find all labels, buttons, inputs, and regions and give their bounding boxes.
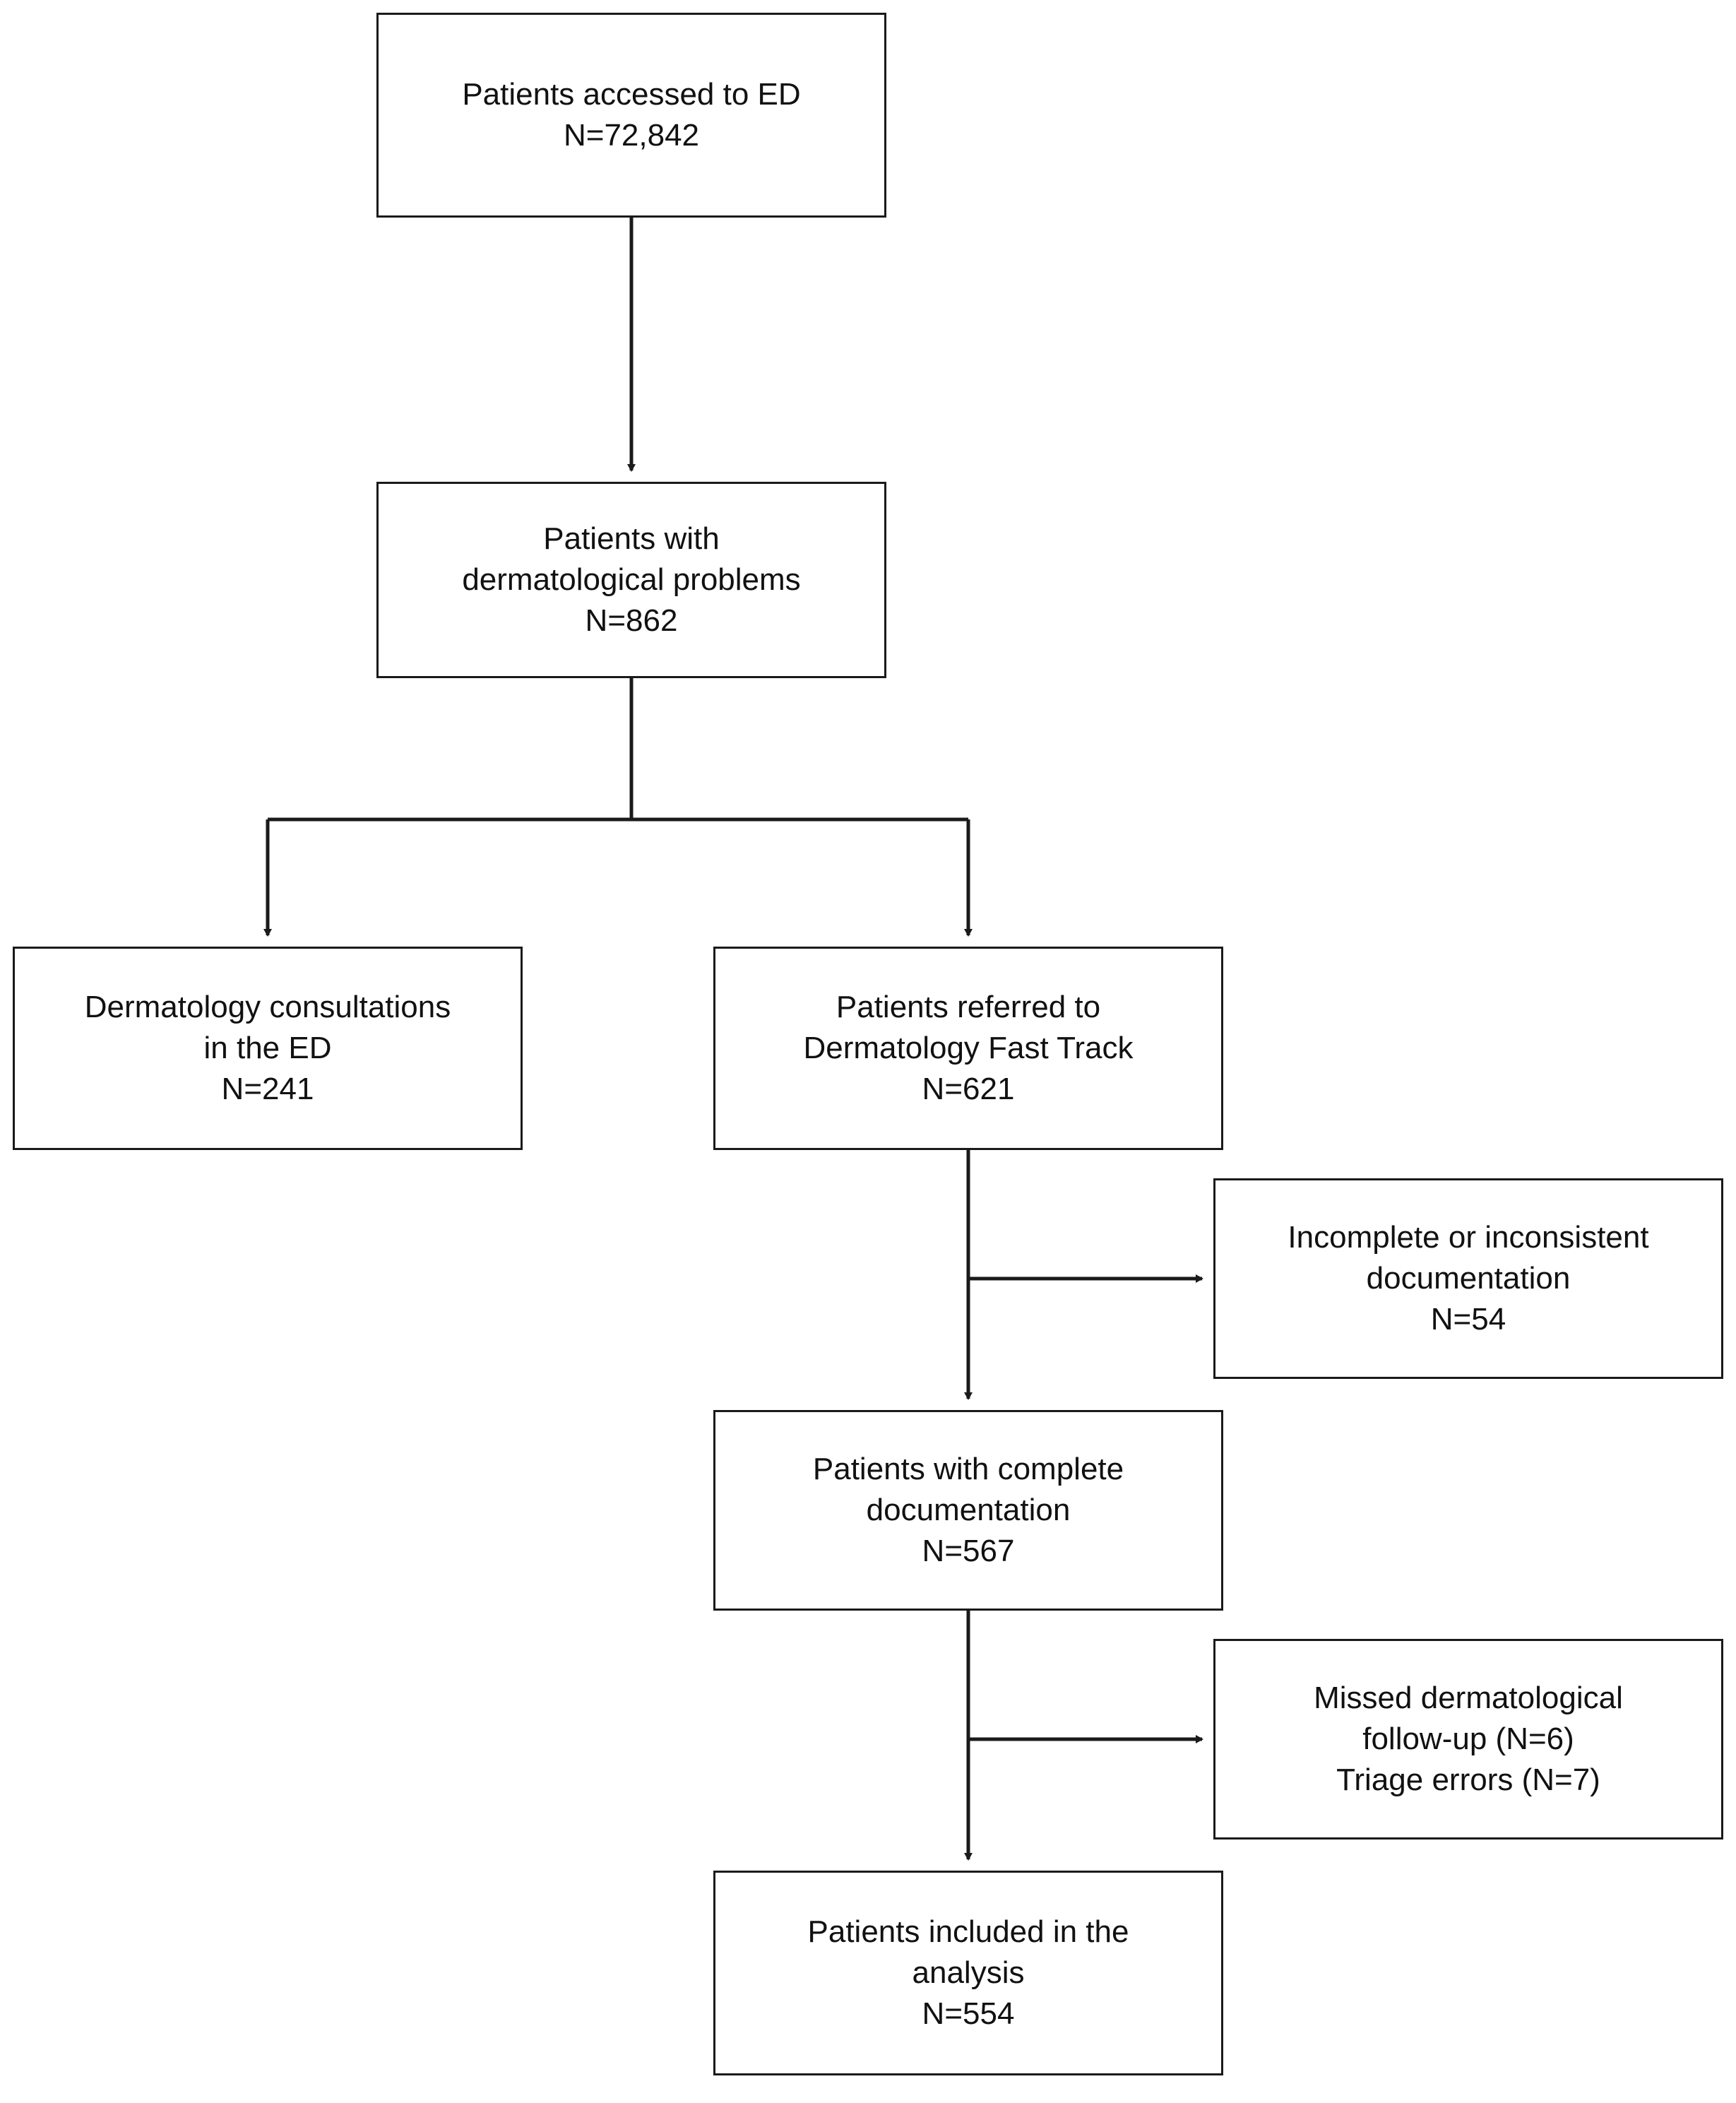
node-included-analysis-line-3: N=554 xyxy=(922,1996,1015,2032)
node-derm-consults-ed xyxy=(13,947,523,1150)
node-derm-consults-ed-line-2: in the ED xyxy=(203,1030,332,1065)
node-derm-problems-line-3: N=862 xyxy=(585,603,678,639)
node-missed-followup xyxy=(1213,1639,1723,1840)
node-missed-followup-line-1: Missed dermatological xyxy=(1314,1680,1623,1715)
node-complete-doc-line-2: documentation xyxy=(866,1492,1071,1527)
node-complete-doc-line-3: N=567 xyxy=(922,1534,1015,1569)
node-included-analysis-line-1: Patients included in the xyxy=(807,1914,1129,1949)
node-derm-problems xyxy=(376,482,886,678)
node-fast-track-referred-line-2: Dermatology Fast Track xyxy=(803,1030,1134,1065)
node-complete-doc-line-1: Patients with complete xyxy=(812,1451,1124,1486)
node-ed-access xyxy=(376,13,886,218)
node-missed-followup-line-3: Triage errors (N=7) xyxy=(1336,1763,1600,1798)
node-derm-consults-ed-line-1: Dermatology consultations xyxy=(84,989,451,1024)
node-derm-problems-line-1: Patients with xyxy=(543,521,720,556)
node-included-analysis-line-2: analysis xyxy=(912,1955,1025,1990)
node-incomplete-doc-line-1: Incomplete or inconsistent xyxy=(1288,1219,1649,1255)
node-incomplete-doc-line-2: documentation xyxy=(1366,1260,1571,1296)
node-missed-followup-line-2: follow-up (N=6) xyxy=(1362,1721,1574,1756)
node-included-analysis xyxy=(713,1871,1223,2075)
node-incomplete-doc xyxy=(1213,1178,1723,1379)
node-fast-track-referred xyxy=(713,947,1223,1150)
node-fast-track-referred-line-3: N=621 xyxy=(922,1072,1015,1107)
node-derm-consults-ed-line-3: N=241 xyxy=(221,1072,314,1107)
node-ed-access-line-2: N=72,842 xyxy=(563,118,700,153)
node-complete-doc xyxy=(713,1410,1223,1611)
node-ed-access-line-1: Patients accessed to ED xyxy=(462,76,801,112)
edge-derm-problems-split xyxy=(268,678,968,935)
node-incomplete-doc-line-3: N=54 xyxy=(1430,1302,1506,1337)
node-fast-track-referred-line-1: Patients referred to xyxy=(836,989,1101,1024)
node-derm-problems-line-2: dermatological problems xyxy=(462,562,801,597)
